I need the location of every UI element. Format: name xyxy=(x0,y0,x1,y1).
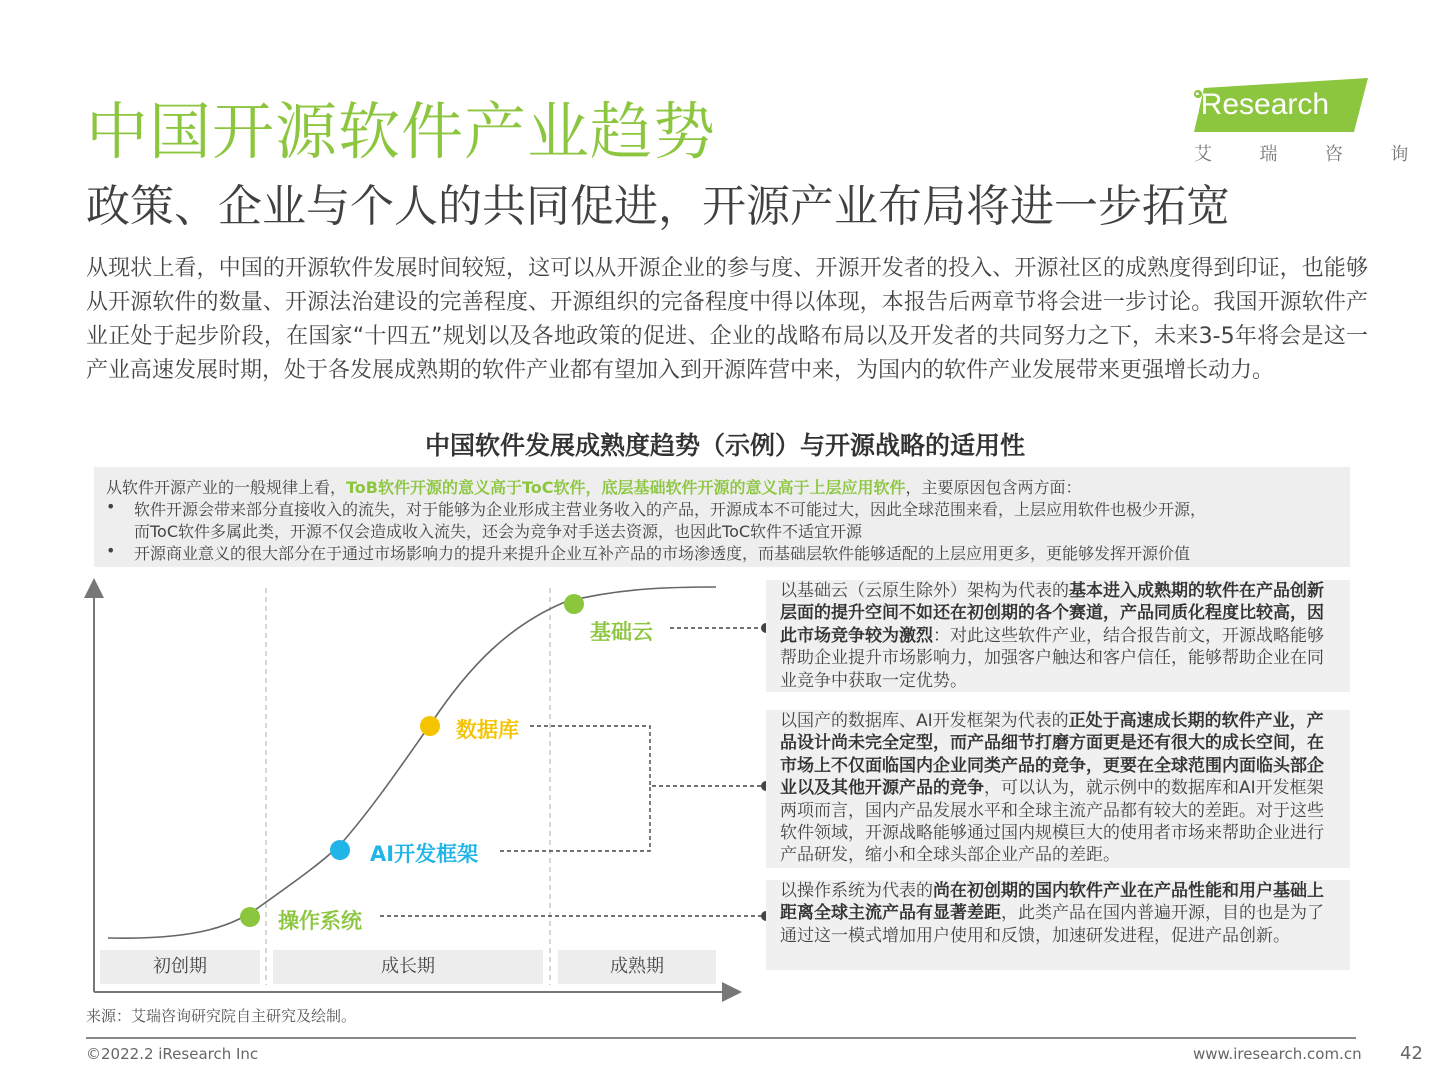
page-subtitle: 政策、企业与个人的共同促进，开源产业布局将进一步拓宽 xyxy=(86,181,1230,232)
desc-early xyxy=(766,880,1350,970)
page-number: 42 xyxy=(1400,1043,1423,1064)
diagram-title: 中国软件发展成熟度趋势（示例）与开源战略的适用性 xyxy=(424,431,1025,460)
desc-mature-post: ：对此这些软件产业，结合报告前文，开源战略能够帮助企业提升市场影响力，加强客户触达和客户信任，能够帮助企业在同业竞争中获取一定优势。 xyxy=(780,625,1324,691)
label-ai-framework: AI开发框架 xyxy=(370,842,479,866)
label-shujuku: 数据库 xyxy=(456,718,519,742)
bullet1-line1: 软件开源会带来部分直接收入的流失，对于能够为企业形成主营业务收入的产品，开源成本不可能过大，因此全球范围来看，上层应用软件也极少开源， xyxy=(134,500,1207,519)
phase-label-early: 初创期 xyxy=(100,950,260,984)
point-ai-framework xyxy=(330,840,350,860)
website-link[interactable]: www.iresearch.com.cn xyxy=(1193,1045,1362,1063)
desc-early-post: ，此类产品在国内普遍开源，目的也是为了通过这一模式增加用户使用和反馈，加速研发进程，促进产品创新。 xyxy=(780,903,1324,946)
desc-growth-bold: 正处于高速成长期的软件产业，产品设计尚未完全定型，而产品细节打磨方面更是还有很大的成长空间，在市场上不仅面临国内企业同类产品的竞争，更要在全球范围内面临头部企业以及其他开源产品的竞争 xyxy=(780,711,1324,799)
source-note: 来源：艾瑞咨询研究院自主研究及绘制。 xyxy=(86,1007,357,1025)
bullet-marker: • xyxy=(106,497,116,516)
connector-shujuku xyxy=(530,726,766,786)
phase-label-mature: 成熟期 xyxy=(558,950,716,984)
label-caozuoxitong: 操作系统 xyxy=(278,909,362,933)
summary-suffix: ，主要原因包含两方面： xyxy=(905,478,1082,497)
page-title: 中国开源软件产业趋势 xyxy=(86,95,717,168)
desc-growth xyxy=(766,710,1350,868)
point-jichuyun xyxy=(564,594,584,614)
copyright: ©2022.2 iResearch Inc xyxy=(86,1045,259,1063)
desc-early-pre: 以操作系统为代表的 xyxy=(780,881,933,901)
summary-prefix: 从软件开源产业的一般规律上看， xyxy=(106,478,347,497)
desc-mature xyxy=(766,580,1350,692)
desc-mature-pre: 以基础云（云原生除外）架构为代表的 xyxy=(780,581,1069,601)
connector-ai xyxy=(500,786,650,851)
summary-highlight: ToB软件开源的意义高于ToC软件，底层基础软件开源的意义高于上层应用软件 xyxy=(346,478,906,497)
phase-label-growth: 成长期 xyxy=(273,950,543,984)
desc-growth-pre: 以国产的数据库、AI开发框架为代表的 xyxy=(780,711,1069,731)
bullet1-line2: 而ToC软件多属此类，开源不仅会造成收入流失，还会为竞争对手送去资源，也因此ToC软件不适宜开源 xyxy=(134,522,863,541)
label-jichuyun: 基础云 xyxy=(590,620,653,644)
logo-subtext: 艾 瑞 咨 询 xyxy=(1194,144,1421,165)
bullet-marker: • xyxy=(106,541,116,560)
desc-early-bold: 尚在初创期的国内软件产业在产品性能和用户基础上距离全球主流产品有显著差距 xyxy=(780,881,1324,924)
desc-mature-bold: 基本进入成熟期的软件在产品创新层面的提升空间不如还在初创期的各个赛道，产品同质化程度比较高，因此市场竞争较为激烈 xyxy=(780,581,1324,646)
intro-paragraph: 从现状上看，中国的开源软件发展时间较短，这可以从开源企业的参与度、开源开发者的投入、开源社区的成熟度得到印证，也能够从开源软件的数量、开源法治建设的完善程度、开源组织的完备程度中得以体现，本报告后两章节将会进一步讨论。我国开源软件产业正处于起步阶段，在国家“十四五”规划以及各地政策的促进、企业的战略布局以及开发者的共同努力之下，未来3-5年将会是这一产业高速发展时期，处于各发展成熟期的软件产业都有望加入到开源阵营中来，为国内的软件产业发展带来更强增长动力。 xyxy=(86,256,1368,383)
bullet2-text: 开源商业意义的很大部分在于通过市场影响力的提升来提升企业互补产品的市场渗透度，而基础层软件能够适配的上层应用更多，更能够发挥开源价值 xyxy=(134,544,1191,563)
point-caozuoxitong xyxy=(240,907,260,927)
logo-text: iResearch xyxy=(1194,88,1330,121)
point-shujuku xyxy=(420,716,440,736)
desc-growth-post: ，可以认为，就示例中的数据库和AI开发框架两项而言，国内产品发展水平和全球主流产品都有较大的差距。对于这些软件领域，开源战略能够通过国内规模巨大的使用者市场来帮助企业进行产品研发，缩小和全球头部企业产品的差距。 xyxy=(780,778,1324,866)
footer-divider xyxy=(86,1037,1356,1039)
